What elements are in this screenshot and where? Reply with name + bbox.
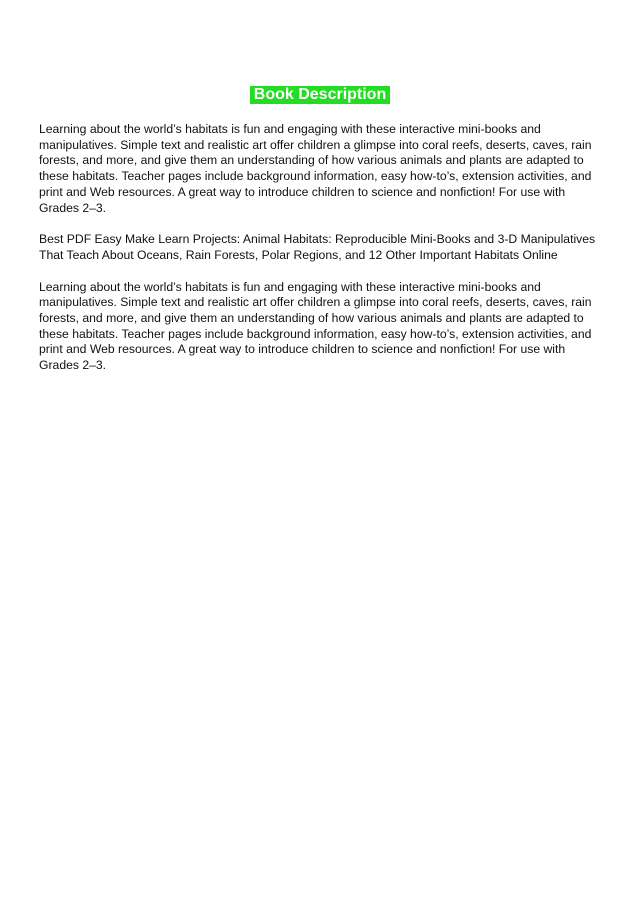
book-title-paragraph: Best PDF Easy Make Learn Projects: Animal Habitats: Reproducible Mini-Books and 3-D Manipulatives That Teach About Oceans, Rain Forests, Polar Regions, and 12 Other Important Habitats Online (39, 232, 596, 262)
book-description-heading: Book Description (250, 86, 390, 104)
heading-container (0, 86, 638, 104)
description-body (39, 122, 605, 390)
description-paragraph: Learning about the world’s habitats is fun and engaging with these interactive mini-books and manipulatives. Simple text and realistic art offer children a glimpse into coral reefs, deserts, caves, rain forests, and more, and give them an understanding of how various animals and plants are adapted to these habitats. Teacher pages include background information, easy how-to’s, extension activities, and print and Web resources. A great way to introduce children to science and nonfiction! For use with Grades 2–3. (39, 122, 592, 215)
description-paragraph-repeat: Learning about the world’s habitats is fun and engaging with these interactive mini-books and manipulatives. Simple text and realistic art offer children a glimpse into coral reefs, deserts, caves, rain forests, and more, and give them an understanding of how various animals and plants are adapted to these habitats. Teacher pages include background information, easy how-to’s, extension activities, and print and Web resources. A great way to introduce children to science and nonfiction! For use with Grades 2–3. (39, 279, 592, 373)
